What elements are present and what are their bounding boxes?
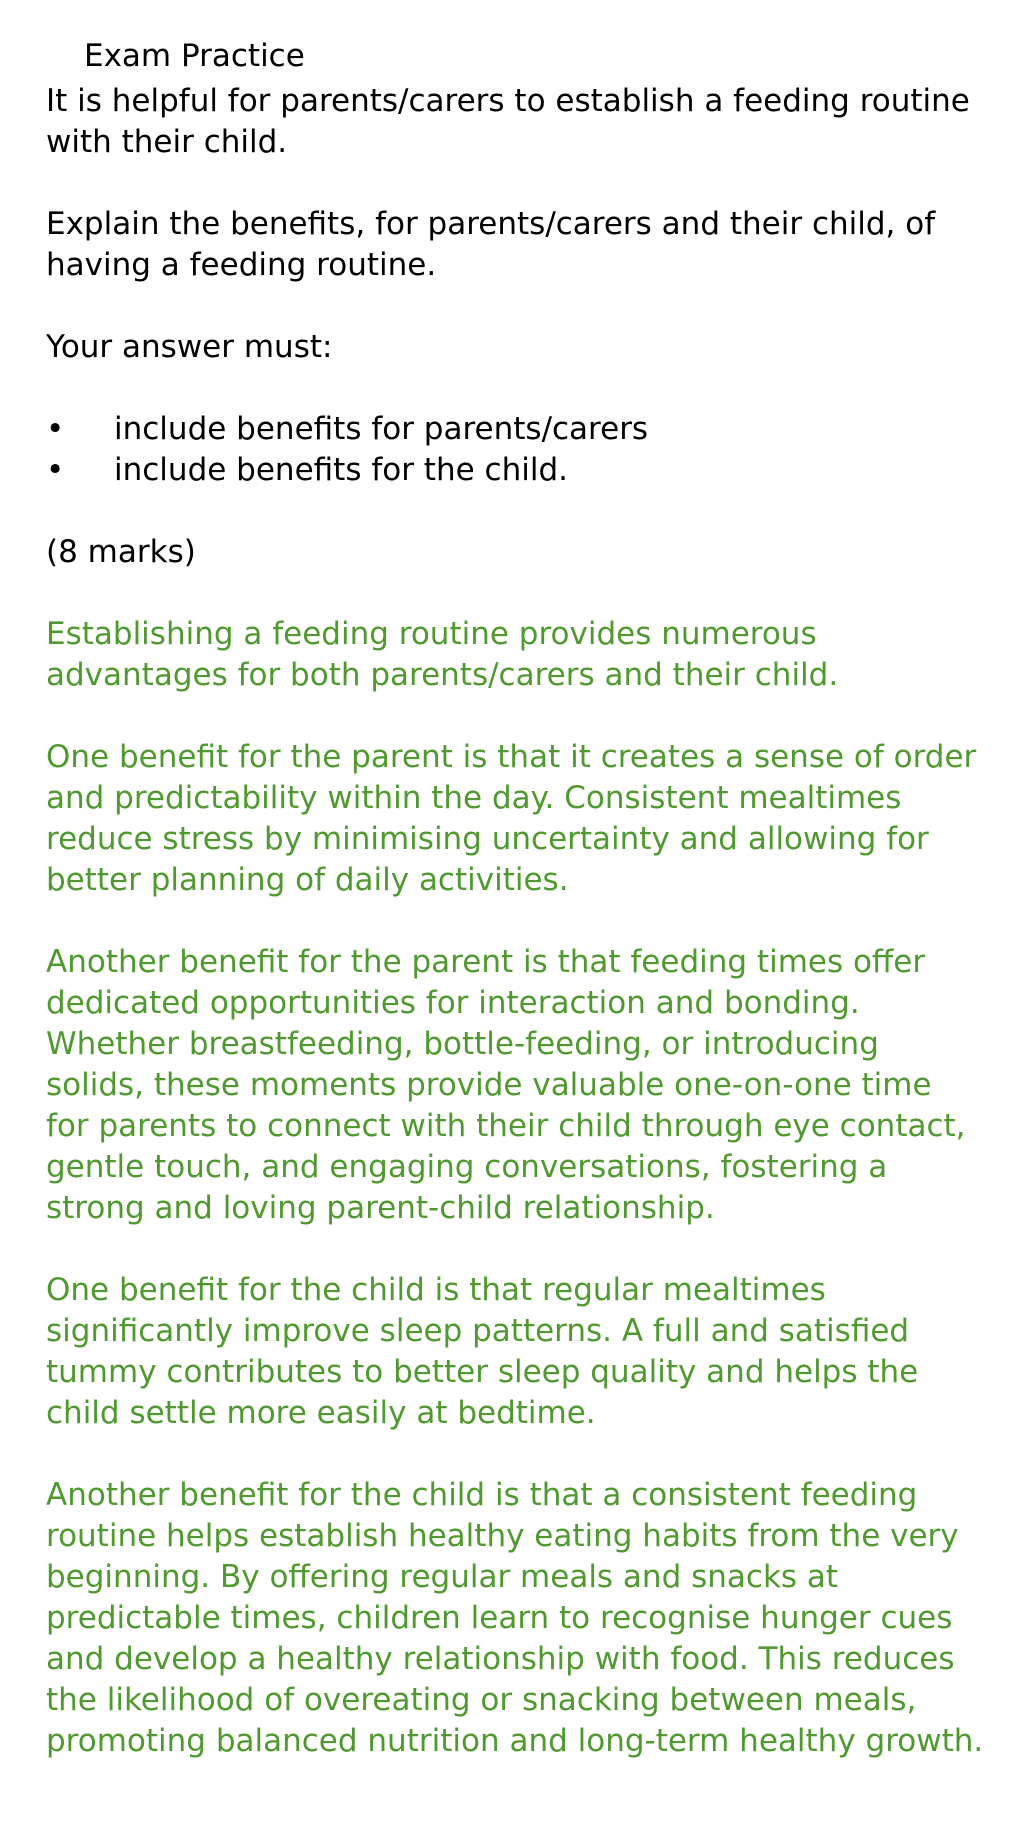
answer-paragraph: Another benefit for the parent is that feeding times offer dedicated opportunities for interaction and bonding. Whether breastfeeding, bottle-feeding, or introducing solids, these moments provide valuable one-on-one time for parents to connect with their child through eye contact, gentle touch, and engaging conversations, fostering a strong and loving parent-child relationship. bbox=[46, 944, 966, 1226]
bullet-marker: • bbox=[46, 411, 65, 447]
question-task: Explain the benefits, for parents/carers and their child, of having a feeding routine. bbox=[46, 206, 936, 283]
question-block bbox=[46, 81, 984, 573]
answer-paragraph: One benefit for the parent is that it creates a sense of order and predictability within the day. Consistent mealtimes reduce stress by minimising uncertainty and allowing for better planning of daily activities. bbox=[46, 739, 977, 898]
answer-paragraph: Another benefit for the child is that a consistent feeding routine helps establish healthy eating habits from the very beginning. By offering regular meals and snacks at predictable times, children learn to recognise hunger cues and develop a healthy relationship with food. This reduces the likelihood of overeating or snacking between meals, promoting balanced nutrition and long-term healthy growth. bbox=[46, 1477, 984, 1759]
requirement-item bbox=[46, 450, 984, 491]
requirement-item bbox=[46, 409, 984, 450]
page-title: Exam Practice bbox=[84, 38, 305, 74]
model-answer bbox=[46, 614, 984, 1762]
bullet-marker: • bbox=[46, 452, 65, 488]
requirements-list bbox=[46, 409, 984, 491]
requirement-text: include benefits for the child. bbox=[114, 452, 568, 488]
answer-paragraph: One benefit for the child is that regular mealtimes significantly improve sleep patterns. A full and satisfied tummy contributes to better sleep quality and helps the child settle more easily at bedtime. bbox=[46, 1272, 919, 1431]
marks-label: (8 marks) bbox=[46, 534, 196, 570]
answer-paragraph: Establishing a feeding routine provides numerous advantages for both parents/carers and their child. bbox=[46, 616, 839, 693]
requirement-text: include benefits for parents/carers bbox=[114, 411, 649, 447]
answer-requirements-label: Your answer must: bbox=[46, 329, 333, 365]
question-intro: It is helpful for parents/carers to establish a feeding routine with their child. bbox=[46, 83, 970, 160]
